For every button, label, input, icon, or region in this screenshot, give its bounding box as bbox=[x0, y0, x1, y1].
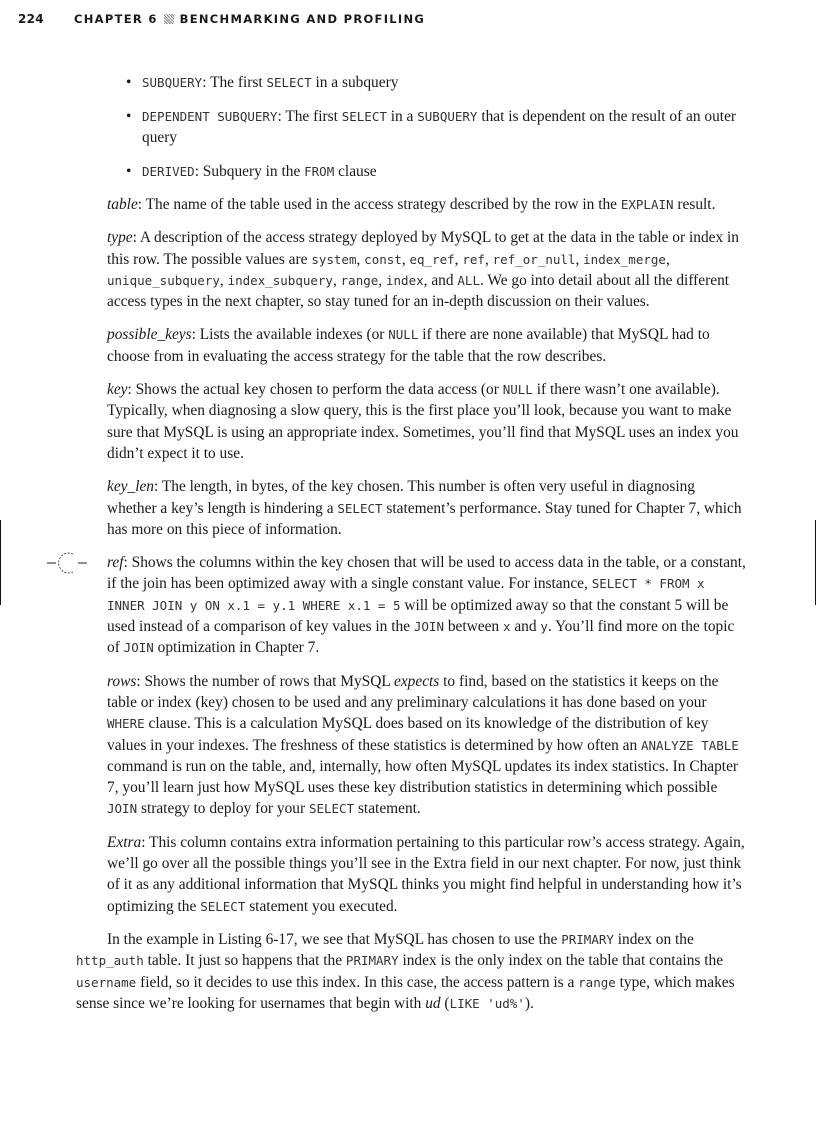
definition-key: key: Shows the actual key chosen to perform the data access (or NULL if there wasn’t one available). Typically, when diagnosing a slow query, this is the first place you’ll look, because you want to make sure that MySQL is using an appropriate index. Sometimes, you’ll find that MySQL uses an index you didn’t expect it to use. bbox=[107, 381, 739, 462]
definition-possible-keys: possible_keys: Lists the available indexes (or NULL if there are none available) that MySQL had to choose from in evaluating the access strategy for the table that the row describes. bbox=[107, 326, 710, 365]
page-body bbox=[76, 72, 747, 1026]
separator-glyph bbox=[164, 14, 174, 24]
definition-key-len: key_len: The length, in bytes, of the key chosen. This number is often very useful in diagnosing whether a key’s length is hindering a SELECT statement’s performance. Stay tuned for Chapter 7, which has more on this piece of information. bbox=[107, 478, 742, 538]
body-paragraph: In the example in Listing 6-17, we see that MySQL has chosen to use the PRIMARY index on the http_auth table. It just so happens that the PRIMARY index is the only index on the table that contains the username field, so it decides to use this index. In this case, the access pattern is a range type, which makes sense since we’re looking for usernames that begin with ud (LIKE 'ud%'). bbox=[76, 930, 735, 1012]
running-head bbox=[74, 12, 425, 26]
select-type-list bbox=[107, 72, 747, 182]
definition-table: table: The name of the table used in the access strategy described by the row in the EXPLAIN result. bbox=[107, 196, 716, 213]
definition-ref: ref: Shows the columns within the key chosen that will be used to access data in the table, or a constant, if the join has been optimized away with a single constant value. For instance, SELECT * FROM x INNER JOIN y ON x.1 = y.1 WHERE x.1 = 5 will be optimized away so that the constant 5 will be used instead of a comparison of key values in the JOIN between x and y. You’ll find more on the topic of JOIN optimization in Chapter 7. bbox=[107, 554, 746, 657]
definition-rows: rows: Shows the number of rows that MySQL expects to find, based on the statistics it keeps on the table or index (key) chosen to be used and any preliminary calculations it has done based on your WHERE clause. This is a calculation MySQL does based on its knowledge of the distribution of key values in your indexes. The freshness of these statistics is determined by how often an ANALYZE TABLE command is run on the table, and, internally, how often MySQL updates its index statistics. In Chapter 7, you’ll learn just how MySQL uses these key distribution statistics in determining which possible JOIN strategy to deploy for your SELECT statement. bbox=[107, 672, 739, 818]
crop-mark-left bbox=[0, 520, 1, 605]
definition-type: type: A description of the access strategy deployed by MySQL to get at the data in the table or index in this row. The possible values are system, const, eq_ref, ref, ref_or_null, index_merge, unique_subquery, index_subquery, range, index, and ALL. We go into detail about all the different access types in the next chapter, so stay tuned for an in-depth discussion on their values. bbox=[107, 229, 739, 311]
chapter-label: CHAPTER 6 bbox=[74, 12, 158, 26]
list-item: • DERIVED: Subquery in the FROM clause bbox=[142, 161, 747, 183]
registration-mark-icon bbox=[47, 550, 87, 574]
list-item: • DEPENDENT SUBQUERY: The first SELECT in a SUBQUERY that is dependent on the result of an outer query bbox=[142, 106, 747, 149]
page-number: 224 bbox=[18, 12, 44, 26]
definition-extra: Extra: This column contains extra information pertaining to this particular row’s access strategy. Again, we’ll go over all the possible things you’ll see in the Extra field in our next chapter. For now, just think of it as any additional information that MySQL thinks you might find helpful in understanding how it’s optimizing the SELECT statement you executed. bbox=[107, 833, 745, 915]
list-item: • SUBQUERY: The first SELECT in a subquery bbox=[142, 72, 747, 94]
chapter-title: BENCHMARKING AND PROFILING bbox=[179, 12, 426, 26]
